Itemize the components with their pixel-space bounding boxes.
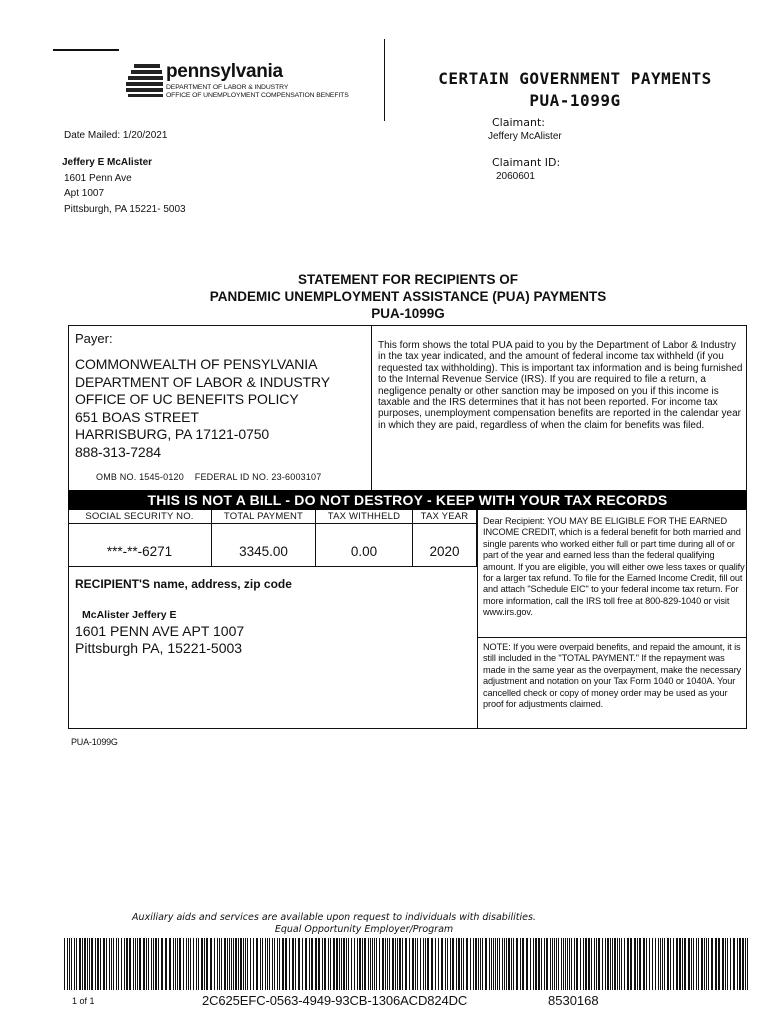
barcode-bar — [461, 938, 462, 990]
barcode-bar — [129, 938, 131, 990]
barcode-bar — [634, 938, 636, 990]
logo-department: DEPARTMENT OF LABOR & INDUSTRY OFFICE OF UNEMPLOYMENT COMPENSATION BENEFITS — [166, 84, 349, 99]
tax-withheld-header: TAX WITHHELD — [316, 510, 413, 524]
barcode-bar — [183, 938, 184, 990]
barcode-bar — [725, 938, 726, 990]
barcode-bar — [298, 938, 300, 990]
barcode-bar — [359, 938, 361, 990]
barcode-bar — [415, 938, 416, 990]
barcode-bar — [175, 938, 176, 990]
barcode-bar — [95, 938, 96, 990]
barcode-bar — [417, 938, 418, 990]
barcode-bar — [289, 938, 290, 990]
barcode-bar — [646, 938, 647, 990]
barcode-bar — [330, 938, 331, 990]
barcode-bar — [318, 938, 320, 990]
barcode-bar — [274, 938, 275, 990]
barcode-bar — [169, 938, 171, 990]
barcode-bar — [260, 938, 261, 990]
barcode-bar — [458, 938, 460, 990]
barcode-bar — [693, 938, 694, 990]
barcode-bar — [520, 938, 521, 990]
barcode-bar — [456, 938, 457, 990]
barcode-bar — [336, 938, 338, 990]
barcode-bar — [143, 938, 145, 990]
barcode-bar — [214, 938, 215, 990]
barcode-bar — [292, 938, 294, 990]
barcode-bar — [530, 938, 531, 990]
barcode-bar — [701, 938, 703, 990]
recipient-name: McAlister Jeffery E — [82, 609, 177, 621]
barcode-bar — [569, 938, 570, 990]
barcode-bar — [470, 938, 471, 990]
eic-notice: Dear Recipient: YOU MAY BE ELIGIBLE FOR THE EARNED INCOME CREDIT, which is a federal benefit for both married and single parents who worked either full or part time during all of or part of the year and earned less than the federal qualifying amount. If you are eligible, you will either owe less taxes or qualify for a larger tax refund. To file for the Earned Income Credit, fill out and attach "Schedule EIC" to your federal income tax return. For more information, call the IRS toll free at 800-829-1040 or visit www.irs.gov. — [483, 516, 745, 618]
barcode-bar — [87, 938, 88, 990]
barcode-bar — [412, 938, 414, 990]
barcode-bar — [493, 938, 494, 990]
barcode-bar — [362, 938, 363, 990]
barcode-bar — [478, 938, 479, 990]
barcode-bar — [482, 938, 483, 990]
accessibility-notice: Auxiliary aids and services are available upon request to individuals with disabilities. Equal Opportunity Employer/Program — [132, 912, 536, 935]
barcode-bar — [658, 938, 659, 990]
barcode-bar — [643, 938, 645, 990]
barcode-bar — [309, 938, 310, 990]
barcode-bar — [516, 938, 518, 990]
barcode-bar — [196, 938, 197, 990]
barcode-bar — [64, 938, 65, 990]
barcode-bar — [233, 938, 234, 990]
barcode-bar — [247, 938, 248, 990]
barcode-bar — [109, 938, 110, 990]
barcode-bar — [269, 938, 270, 990]
barcode-bar — [165, 938, 167, 990]
barcode-bar — [684, 938, 686, 990]
barcode-bar — [637, 938, 638, 990]
barcode-bar — [698, 938, 699, 990]
barcode-bar — [610, 938, 611, 990]
barcode-bar — [346, 938, 347, 990]
barcode-bar — [148, 938, 149, 990]
barcode-bar — [667, 938, 669, 990]
barcode-bar — [311, 938, 313, 990]
barcode-bar — [253, 938, 254, 990]
claimant-id-value: 2060601 — [496, 171, 535, 182]
barcode-bar — [605, 938, 606, 990]
barcode-bar — [262, 938, 263, 990]
barcode-bar — [186, 938, 187, 990]
barcode-bar — [450, 938, 451, 990]
barcode-bar — [74, 938, 75, 990]
barcode-bar — [382, 938, 384, 990]
mailing-city: Pittsburgh, PA 15221- 5003 — [64, 203, 186, 215]
barcode-bar — [372, 938, 373, 990]
barcode-bar — [715, 938, 717, 990]
barcode-bar — [733, 938, 735, 990]
tax-withheld-value: 0.00 — [316, 524, 413, 566]
barcode-bar — [113, 938, 114, 990]
barcode-bar — [379, 938, 380, 990]
payer-label: Payer: — [75, 331, 113, 346]
barcode-bar — [238, 938, 239, 990]
barcode-bar — [630, 938, 632, 990]
barcode-bar — [571, 938, 572, 990]
barcode-bar — [576, 938, 578, 990]
barcode-bar — [522, 938, 524, 990]
barcode-bar — [272, 938, 273, 990]
barcode-bar — [118, 938, 119, 990]
barcode-bar — [324, 938, 326, 990]
barcode-bar — [229, 938, 230, 990]
pa-logo — [124, 61, 374, 109]
barcode-bar — [558, 938, 559, 990]
barcode-bar — [368, 938, 369, 990]
barcode-bar — [179, 938, 181, 990]
barcode-bar — [250, 938, 251, 990]
barcode-bar — [198, 938, 199, 990]
barcode-bar — [624, 938, 625, 990]
right-column-divider — [477, 510, 478, 729]
barcode-bar — [158, 938, 159, 990]
barcode-bar — [190, 938, 191, 990]
barcode-bar — [506, 938, 507, 990]
barcode-bar — [282, 938, 284, 990]
barcode-bar — [285, 938, 287, 990]
barcode-bar — [574, 938, 575, 990]
barcode-bar — [201, 938, 203, 990]
barcode-bar — [649, 938, 650, 990]
barcode-bar — [385, 938, 386, 990]
barcode-bar — [489, 938, 490, 990]
barcode-bar — [146, 938, 147, 990]
tax-year-header: TAX YEAR — [413, 510, 477, 524]
barcode-bar — [475, 938, 477, 990]
barcode-bar — [277, 938, 278, 990]
keystone-logo-icon — [124, 61, 166, 101]
barcode-bar — [376, 938, 377, 990]
barcode-bar — [546, 938, 548, 990]
barcode-bar — [580, 938, 581, 990]
barcode-bar — [121, 938, 122, 990]
recipient-address: 1601 PENN AVE APT 1007 Pittsburgh PA, 15221-5003 — [75, 623, 245, 656]
barcode-bar — [596, 938, 597, 990]
total-payment-header: TOTAL PAYMENT — [212, 510, 316, 524]
barcode-bar — [614, 938, 616, 990]
barcode-bar — [245, 938, 246, 990]
barcode-bar — [111, 938, 112, 990]
barcode-bar — [397, 938, 398, 990]
barcode-bar — [427, 938, 429, 990]
barcode-bar — [71, 938, 72, 990]
barcode-bar — [76, 938, 77, 990]
barcode-bar — [364, 938, 366, 990]
barcode-bar — [607, 938, 609, 990]
barcode-bar — [544, 938, 545, 990]
barcode-bar — [137, 938, 138, 990]
barcode-bar — [718, 938, 720, 990]
barcode-bar — [387, 938, 388, 990]
mailing-name: Jeffery E McAlister — [62, 157, 153, 168]
barcode-bar — [435, 938, 436, 990]
barcode-bar — [662, 938, 663, 990]
barcode-bar — [612, 938, 613, 990]
barcode-bar — [206, 938, 208, 990]
page-count: 1 of 1 — [72, 996, 95, 1006]
barcode-bar — [617, 938, 618, 990]
recipient-label: RECIPIENT'S name, address, zip code — [75, 577, 292, 591]
barcode-bar — [425, 938, 426, 990]
barcode-bar — [445, 938, 446, 990]
barcode-bar — [441, 938, 443, 990]
barcode-bar — [583, 938, 584, 990]
barcode-bar — [594, 938, 595, 990]
barcode-bar — [447, 938, 448, 990]
omb-federal-id: OMB NO. 1545-0120 FEDERAL ID NO. 23-6003107 — [96, 472, 322, 482]
barcode-bar — [452, 938, 454, 990]
ssn-header: SOCIAL SECURITY NO. — [68, 510, 212, 524]
barcode-bar — [177, 938, 178, 990]
total-payment-value: 3345.00 — [212, 524, 316, 566]
logo-wordmark: pennsylvania — [166, 61, 283, 82]
barcode-bar — [89, 938, 90, 990]
barcode-bar — [438, 938, 439, 990]
barcode-bar — [106, 938, 107, 990]
barcode-bar — [224, 938, 226, 990]
barcode-bar — [670, 938, 671, 990]
barcode-bar — [210, 938, 212, 990]
barcode-bar — [737, 938, 738, 990]
barcode-bar — [409, 938, 410, 990]
barcode-bar — [399, 938, 401, 990]
barcode-bar — [508, 938, 510, 990]
barcode-bar — [706, 938, 707, 990]
barcode-bar — [480, 938, 481, 990]
payer-address: COMMONWEALTH OF PENSYLVANIA DEPARTMENT OF LABOR & INDUSTRY OFFICE OF UC BENEFITS POLICY 651 BOAS STREET HARRISBURG, PA 17121-0750 888-313-7284 — [75, 356, 331, 460]
barcode-bar — [722, 938, 724, 990]
barcode-bar — [497, 938, 498, 990]
barcode-bar — [204, 938, 205, 990]
barcode-bar — [135, 938, 136, 990]
barcode-bar — [341, 938, 342, 990]
barcode-bar — [103, 938, 105, 990]
tax-year-value: 2020 — [413, 524, 477, 566]
barcode-bar — [333, 938, 335, 990]
barcode-bar — [660, 938, 661, 990]
barcode-bar — [153, 938, 154, 990]
barcode-bar — [511, 938, 512, 990]
barcode-bar — [354, 938, 355, 990]
overpaid-note: NOTE: If you were overpaid benefits, and repaid the amount, it is still included in the "TOTAL PAYMENT." If the repayment was made in the same year as the overpayment, make the necessary adjustment and notation on your Tax Form 1040 or 1040A. Your cancelled check or copy of money order may be used as your proof for adjustments claimed. — [483, 642, 742, 710]
barcode-bar — [502, 938, 503, 990]
barcode-bar — [243, 938, 244, 990]
note-divider — [477, 637, 747, 638]
barcode-bar — [563, 938, 564, 990]
form-description: This form shows the total PUA paid to you by the Department of Labor & Industry in the tax year indicated, and the amount of federal income tax withheld (if you requested tax withholding). This is important tax information and is being furnished to the Internal Revenue Service (IRS). If you are required to file a return, a negligence penalty or other sanction may be imposed on you if this income is taxable and the IRS determines that it has not been reported. For income tax purposes, unemployment compensation benefits are reported in the calendar year in which they are paid, regardless of when the claim for benefits was filed. — [378, 340, 743, 431]
barcode-bar — [100, 938, 101, 990]
barcode-bar — [567, 938, 568, 990]
date-mailed: Date Mailed: 1/20/2021 — [64, 130, 168, 141]
barcode-bar — [267, 938, 268, 990]
barcode-bar — [116, 938, 117, 990]
barcode-bar — [585, 938, 587, 990]
barcode-bar — [554, 938, 555, 990]
barcode-bar — [742, 938, 744, 990]
barcode-bar — [485, 938, 487, 990]
barcode-bar — [655, 938, 656, 990]
barcode-bar — [747, 938, 748, 990]
barcode-bar — [676, 938, 678, 990]
claimant-id-label: Claimant ID: — [492, 156, 561, 169]
barcode-bar — [343, 938, 345, 990]
barcode-bar — [279, 938, 280, 990]
barcode-bar — [231, 938, 232, 990]
barcode-bar — [664, 938, 665, 990]
barcode-bar — [133, 938, 134, 990]
barcode-bar — [305, 938, 307, 990]
mailing-apt: Apt 1007 — [64, 188, 105, 199]
barcode-bar — [221, 938, 222, 990]
barcode-image — [64, 938, 748, 990]
barcode-bar — [682, 938, 683, 990]
barcode-bar — [431, 938, 433, 990]
barcode-bar — [499, 938, 500, 990]
claimant-id-block — [492, 156, 560, 184]
barcode-bar — [339, 938, 340, 990]
claimant-block — [478, 116, 562, 144]
barcode-bar — [374, 938, 375, 990]
barcode-bar — [405, 938, 407, 990]
barcode-bar — [256, 938, 258, 990]
barcode-bar — [348, 938, 349, 990]
barcode-bar — [730, 938, 731, 990]
barcode-bar — [126, 938, 128, 990]
barcode-bar — [302, 938, 303, 990]
barcode-bar — [69, 938, 70, 990]
barcode-bar — [67, 938, 68, 990]
barcode-bar — [235, 938, 237, 990]
barcode-bar — [739, 938, 741, 990]
barcode-bar — [466, 938, 468, 990]
barcode-bar — [621, 938, 622, 990]
barcode-bar — [565, 938, 566, 990]
barcode-bar — [602, 938, 603, 990]
barcode-bar — [541, 938, 542, 990]
barcode-bar — [79, 938, 81, 990]
barcode-bar — [538, 938, 540, 990]
barcode-bar — [727, 938, 728, 990]
barcode-bar — [97, 938, 99, 990]
barcode-bar — [265, 938, 266, 990]
barcode-bar — [533, 938, 534, 990]
barcode-bar — [91, 938, 93, 990]
barcode-bar — [423, 938, 424, 990]
barcode-bar — [639, 938, 641, 990]
barcode-bar — [745, 938, 746, 990]
barcode-bar — [526, 938, 528, 990]
barcode-bar — [227, 938, 228, 990]
barcode-bar — [504, 938, 505, 990]
barcode-bar — [84, 938, 86, 990]
barcode-bar — [151, 938, 152, 990]
barcode-bar — [688, 938, 690, 990]
claimant-label: Claimant: — [492, 116, 545, 129]
top-rule — [53, 49, 119, 51]
barcode-number: 8530168 — [548, 993, 599, 1008]
barcode-bar — [463, 938, 464, 990]
barcode-bar — [351, 938, 352, 990]
barcode-bar — [193, 938, 194, 990]
barcode-bar — [217, 938, 218, 990]
barcode-id: 2C625EFC-0563-4949-93CB-1306ACD824DC — [202, 993, 468, 1008]
barcode-bar — [696, 938, 697, 990]
barcode-bar — [82, 938, 83, 990]
barcode-bar — [315, 938, 317, 990]
barcode-bar — [588, 938, 590, 990]
barcode-bar — [491, 938, 492, 990]
barcode-bar — [402, 938, 403, 990]
mailing-street: 1601 Penn Ave — [64, 172, 132, 184]
barcode-bar — [711, 938, 713, 990]
claimant-name: Jeffery McAlister — [488, 131, 562, 142]
barcode-bar — [535, 938, 537, 990]
barcode-bar — [552, 938, 553, 990]
ssn-value: ***-**-6271 — [68, 524, 212, 566]
barcode-bar — [389, 938, 390, 990]
header-divider — [384, 39, 385, 121]
barcode-bar — [420, 938, 421, 990]
barcode-bar — [652, 938, 653, 990]
statement-title: STATEMENT FOR RECIPIENTS OF PANDEMIC UNEMPLOYMENT ASSISTANCE (PUA) PAYMENTS PUA-1099G — [209, 272, 607, 321]
barcode-bar — [219, 938, 220, 990]
barcode-bar — [155, 938, 157, 990]
barcode-bar — [561, 938, 562, 990]
barcode-bar — [495, 938, 496, 990]
barcode-bar — [188, 938, 189, 990]
barcode-bar — [708, 938, 709, 990]
not-a-bill-banner: THIS IS NOT A BILL - DO NOT DESTROY - KEEP WITH YOUR TAX RECORDS — [68, 490, 747, 510]
barcode-bar — [619, 938, 620, 990]
form-id-footer: PUA-1099G — [71, 737, 118, 747]
barcode-bar — [357, 938, 358, 990]
barcode-bar — [161, 938, 163, 990]
document-title: CERTAIN GOVERNMENT PAYMENTS PUA-1099G — [438, 69, 712, 110]
barcode-bar — [392, 938, 394, 990]
barcode-bar — [328, 938, 329, 990]
barcode-bar — [124, 938, 125, 990]
barcode-bar — [591, 938, 592, 990]
barcode-bar — [550, 938, 551, 990]
barcode-bar — [627, 938, 629, 990]
table-bottom-rule — [68, 566, 477, 567]
barcode-bar — [370, 938, 371, 990]
barcode-bar — [691, 938, 692, 990]
barcode-bar — [295, 938, 296, 990]
barcode-bar — [139, 938, 141, 990]
barcode-bar — [322, 938, 323, 990]
barcode-bar — [240, 938, 242, 990]
barcode-bar — [556, 938, 557, 990]
barcode-bar — [673, 938, 674, 990]
barcode-bar — [513, 938, 514, 990]
barcode-bar — [598, 938, 600, 990]
barcode-bar — [395, 938, 396, 990]
mailing-address — [62, 155, 186, 217]
barcode-bar — [473, 938, 474, 990]
barcode-bar — [173, 938, 174, 990]
barcode-bar — [704, 938, 705, 990]
barcode-bar — [679, 938, 681, 990]
